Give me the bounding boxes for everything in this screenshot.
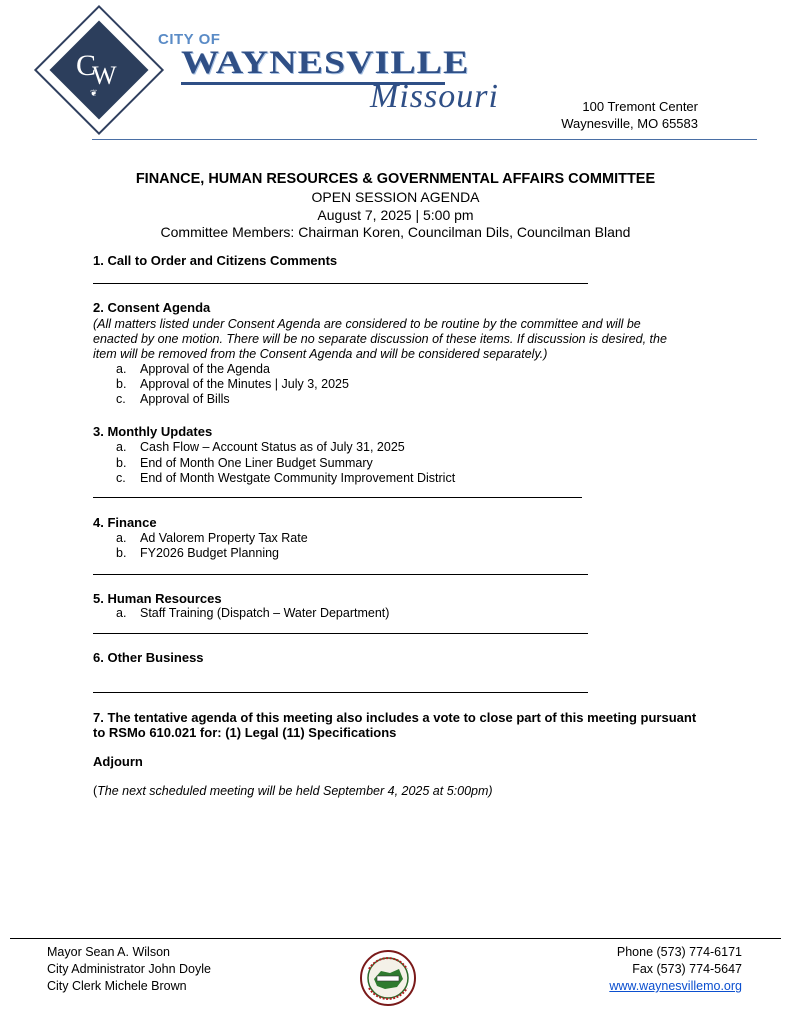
footer-administrator: City Administrator John Doyle (47, 962, 211, 976)
list-item (0, 456, 791, 472)
footer-clerk: City Clerk Michele Brown (47, 979, 187, 993)
city-logo-monogram (66, 40, 130, 104)
list-item-marker: c. (116, 392, 126, 406)
committee-title: FINANCE, HUMAN RESOURCES & GOVERNMENTAL AFFAIRS COMMITTEE (135, 171, 656, 187)
section-divider (93, 283, 588, 284)
footer-contact (609, 944, 742, 995)
section-7-line-1: 7. The tentative agenda of this meeting also includes a vote to close part of this meeting pursuant (93, 710, 697, 725)
section-4-heading: 4. Finance (93, 515, 157, 530)
section-divider (93, 633, 588, 634)
session-title: OPEN SESSION AGENDA (311, 189, 480, 205)
adjourn-heading: Adjourn (93, 754, 143, 769)
logo-letter-c: C (76, 49, 97, 82)
next-meeting-paren: ( (93, 784, 98, 798)
footer-officials (47, 944, 211, 995)
consent-note-line-2: enacted by one motion. There will be no separate discussion of these items. If discussion is desired, the (93, 332, 667, 346)
logo-letter-w: W (92, 61, 117, 90)
logo-ornament-icon: ❦ (90, 88, 98, 98)
list-item (0, 531, 791, 547)
list-item-marker: b. (116, 546, 127, 560)
meeting-datetime: August 7, 2025 | 5:00 pm (317, 207, 474, 223)
list-item-text: End of Month One Liner Budget Summary (140, 456, 373, 470)
consent-note-line-1: (All matters listed under Consent Agenda are considered to be routine by the committee and will be (93, 317, 641, 331)
website-link[interactable]: www.waynesvillemo.org (609, 979, 742, 993)
list-item-text: Approval of Bills (140, 392, 230, 406)
header-divider (92, 139, 757, 140)
footer-mayor: Mayor Sean A. Wilson (47, 945, 170, 959)
list-item-marker: b. (116, 377, 127, 391)
list-item-text: FY2026 Budget Planning (140, 546, 279, 560)
city-address (561, 98, 698, 132)
list-item (0, 377, 791, 393)
list-item-marker: a. (116, 440, 127, 454)
list-item (0, 440, 791, 456)
section-6-heading: 6. Other Business (93, 650, 204, 665)
committee-members: Committee Members: Chairman Koren, Councilman Dils, Councilman Bland (160, 224, 631, 240)
list-item-marker: a. (116, 606, 127, 620)
section-2-heading: 2. Consent Agenda (93, 300, 211, 315)
section-divider (93, 692, 588, 693)
state-name: Missouri (370, 78, 499, 115)
section-1-heading: 1. Call to Order and Citizens Comments (93, 253, 338, 268)
section-5-heading: 5. Human Resources (93, 591, 222, 606)
list-item (0, 362, 791, 378)
list-item-marker: c. (116, 471, 126, 485)
section-7-line-2: to RSMo 610.021 for: (1) Legal (11) Specifications (93, 725, 397, 740)
list-item-text: Ad Valorem Property Tax Rate (140, 531, 308, 545)
list-item (0, 606, 791, 622)
section-divider (93, 497, 582, 498)
list-item (0, 471, 791, 487)
list-item-text: Cash Flow – Account Status as of July 31, 2025 (140, 440, 405, 454)
next-meeting-note (93, 784, 493, 798)
list-item-text: End of Month Westgate Community Improvement District (140, 471, 456, 485)
list-item-marker: a. (116, 531, 127, 545)
list-item-marker: b. (116, 456, 127, 470)
list-item-text: Staff Training (Dispatch – Water Department) (140, 606, 390, 620)
footer-phone: Phone (573) 774-6171 (616, 945, 742, 959)
section-3-heading: 3. Monthly Updates (93, 424, 213, 439)
list-item-text: Approval of the Agenda (140, 362, 270, 376)
list-item (0, 392, 791, 408)
city-name: WAYNESVILLE (181, 44, 470, 81)
consent-note-line-3: item will be removed from the Consent Agenda and will be considered separately.) (93, 347, 548, 361)
list-item-marker: a. (116, 362, 127, 376)
section-divider (93, 574, 588, 575)
list-item-text: Approval of the Minutes | July 3, 2025 (140, 377, 349, 391)
list-item (0, 546, 791, 562)
city-seal-icon (359, 949, 417, 1007)
footer-divider (10, 938, 781, 939)
footer-fax: Fax (573) 774-5647 (632, 962, 742, 976)
address-line-2: Waynesville, MO 65583 (561, 116, 698, 131)
address-line-1: 100 Tremont Center (582, 99, 698, 114)
city-of-label: CITY OF (158, 31, 221, 48)
next-meeting-text: The next scheduled meeting will be held September 4, 2025 at 5:00pm) (97, 784, 493, 798)
